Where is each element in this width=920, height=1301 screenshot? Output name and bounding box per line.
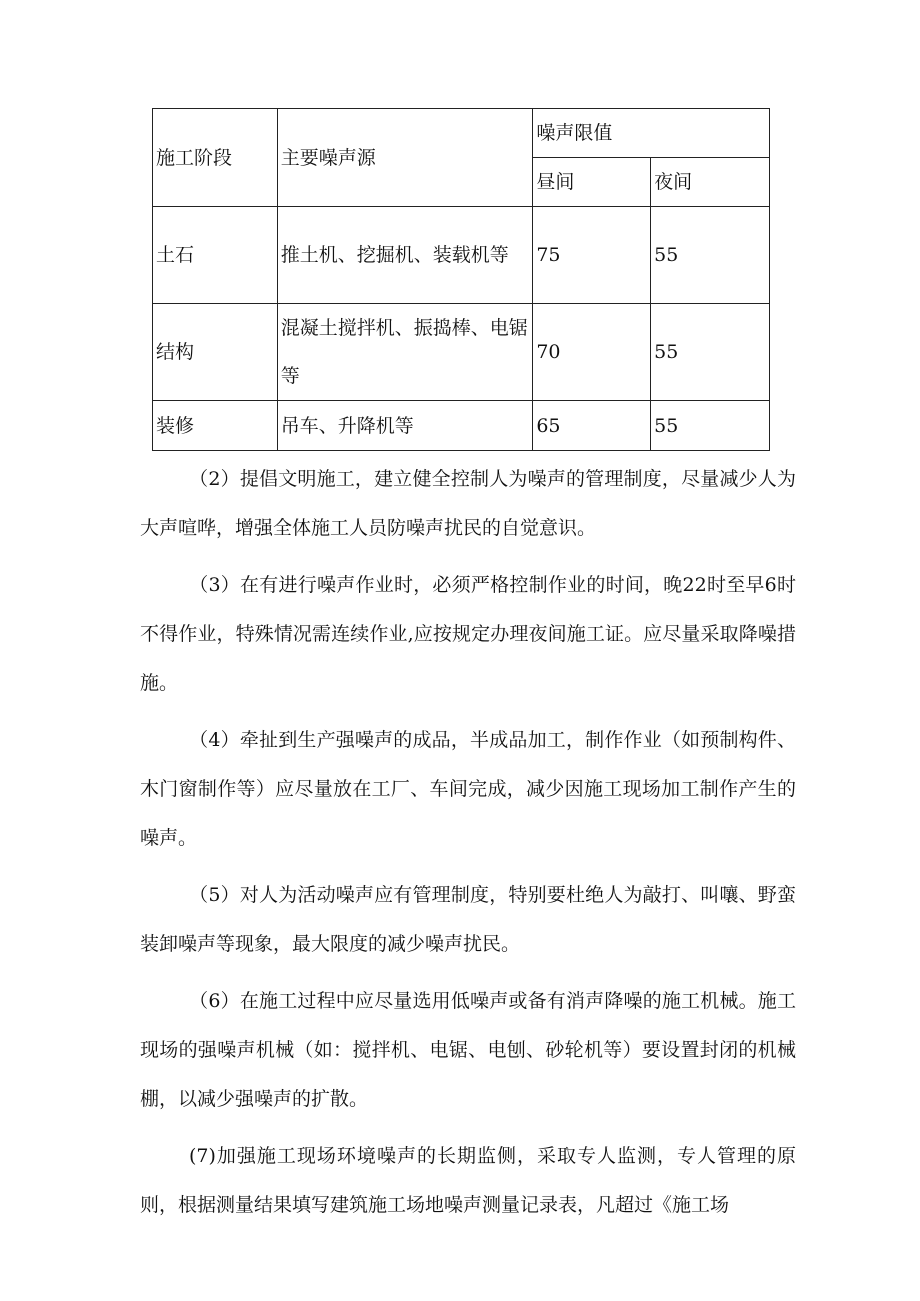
noise-limit-table (152, 108, 770, 451)
cell-stage: 结构 (153, 304, 278, 401)
cell-day: 70 (533, 304, 651, 401)
paragraph-2 (140, 455, 796, 553)
paragraph-text: (7)加强施工现场环境噪声的长期监侧，采取专人监测，专人管理的原则，根据测量结果填写建筑施工场地噪声测量记录表，凡超过《施工场 (140, 1145, 796, 1216)
header-limit: 噪声限值 (533, 109, 770, 158)
paragraph-text: （2）提倡文明施工，建立健全控制人为噪声的管理制度，尽量减少人为大声喧哗，增强全体施工人员防噪声扰民的自觉意识。 (140, 468, 796, 539)
table-row (153, 207, 770, 304)
cell-source: 推土机、挖掘机、装载机等 (277, 207, 533, 304)
paragraph-5 (140, 871, 796, 969)
cell-day: 65 (533, 401, 651, 451)
cell-night: 55 (651, 207, 770, 304)
cell-night: 55 (651, 304, 770, 401)
cell-stage: 土石 (153, 207, 278, 304)
paragraph-text: （4）牵扯到生产强噪声的成品，半成品加工，制作作业（如预制构件、木门窗制作等）应尽量放在工厂、车间完成，减少因施工现场加工制作产生的噪声。 (140, 729, 796, 849)
cell-night: 55 (651, 401, 770, 451)
paragraph-3 (140, 561, 796, 708)
paragraph-7 (140, 1132, 796, 1230)
table-row (153, 304, 770, 401)
table-header-row (153, 109, 770, 158)
paragraph-text: （3）在有进行噪声作业时，必须严格控制作业的时间，晚22时至早6时不得作业，特殊情况需连续作业,应按规定办理夜间施工证。应尽量采取降噪措施。 (140, 574, 796, 694)
cell-source: 吊车、升降机等 (277, 401, 533, 451)
table-row (153, 401, 770, 451)
cell-source: 混凝土搅拌机、振捣棒、电锯等 (277, 304, 533, 401)
header-night: 夜间 (651, 158, 770, 207)
header-day: 昼间 (533, 158, 651, 207)
header-stage: 施工阶段 (153, 109, 278, 207)
paragraph-6 (140, 977, 796, 1124)
paragraph-text: （6）在施工过程中应尽量选用低噪声或备有消声降噪的施工机械。施工现场的强噪声机械（如：搅拌机、电锯、电刨、砂轮机等）要设置封闭的机械棚，以减少强噪声的扩散。 (140, 990, 796, 1110)
header-source: 主要噪声源 (277, 109, 533, 207)
paragraph-4 (140, 716, 796, 863)
paragraph-text: （5）对人为活动噪声应有管理制度，特别要杜绝人为敲打、叫嚷、野蛮装卸噪声等现象，最大限度的减少噪声扰民。 (140, 884, 796, 955)
cell-stage: 装修 (153, 401, 278, 451)
cell-day: 75 (533, 207, 651, 304)
